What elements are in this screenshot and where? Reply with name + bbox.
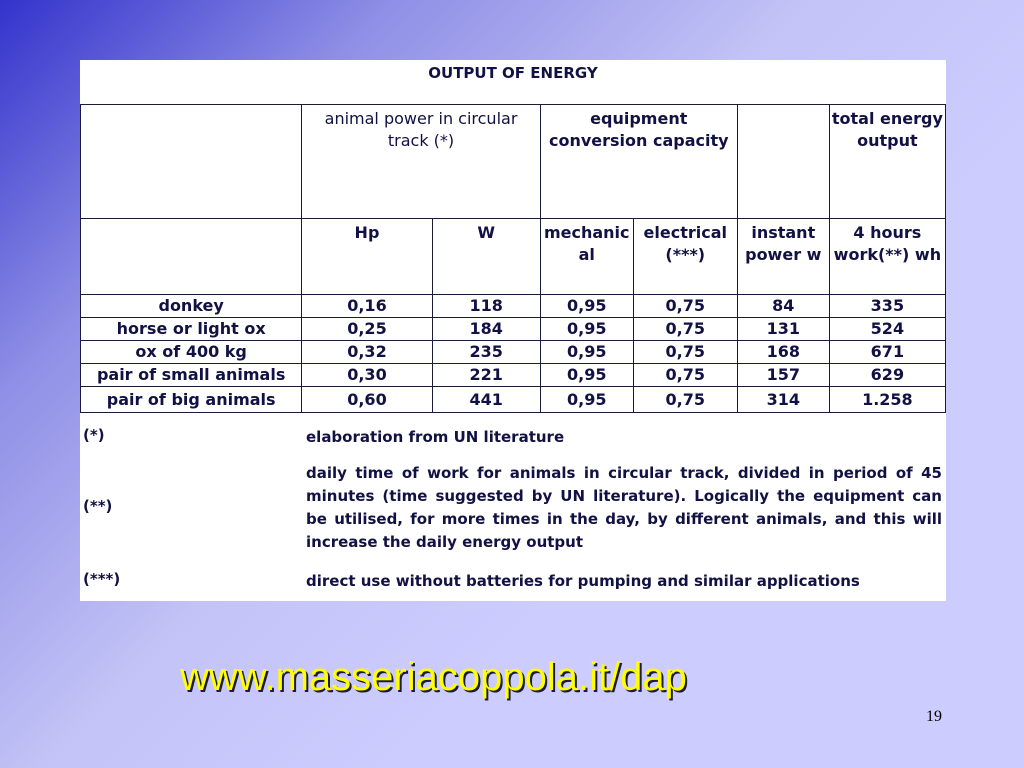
row-hp: 0,32 bbox=[302, 341, 432, 364]
row-w: 184 bbox=[432, 318, 540, 341]
table-row bbox=[81, 387, 946, 413]
subheader-empty-cell bbox=[81, 219, 302, 295]
row-hp: 0,25 bbox=[302, 318, 432, 341]
row-w: 221 bbox=[432, 364, 540, 387]
energy-table-panel bbox=[80, 60, 946, 601]
row-label: pair of small animals bbox=[81, 364, 302, 387]
row-w: 235 bbox=[432, 341, 540, 364]
header-equipment-conversion: equipment conversion capacity bbox=[540, 105, 737, 219]
footnote-text: direct use without batteries for pumping and similar applications bbox=[306, 572, 860, 590]
footnote-key: (***) bbox=[83, 570, 121, 588]
row-w: 118 bbox=[432, 295, 540, 318]
row-instant-power: 168 bbox=[737, 341, 829, 364]
subheader-hp: Hp bbox=[302, 219, 432, 295]
header-animal-power: animal power in circular track (*) bbox=[302, 105, 540, 219]
row-w: 441 bbox=[432, 387, 540, 413]
footnote-text: elaboration from UN literature bbox=[306, 428, 565, 446]
footnote-text: daily time of work for animals in circular track, divided in period of 45 minutes (time suggested by UN literature). Logically the equipment can be utilised, for more times in the day, by different animals, and this will increase the daily energy output bbox=[306, 464, 942, 551]
row-total: 629 bbox=[829, 364, 945, 387]
row-mechanical: 0,95 bbox=[540, 318, 633, 341]
row-instant-power: 314 bbox=[737, 387, 829, 413]
row-total: 1.258 bbox=[829, 387, 945, 413]
row-label: ox of 400 kg bbox=[81, 341, 302, 364]
row-electrical: 0,75 bbox=[633, 318, 737, 341]
row-mechanical: 0,95 bbox=[540, 364, 633, 387]
row-instant-power: 84 bbox=[737, 295, 829, 318]
header-empty-cell-2 bbox=[737, 105, 829, 219]
row-total: 524 bbox=[829, 318, 945, 341]
row-instant-power: 131 bbox=[737, 318, 829, 341]
row-label: pair of big animals bbox=[81, 387, 302, 413]
table-title: OUTPUT OF ENERGY bbox=[428, 64, 598, 82]
table-row bbox=[81, 318, 946, 341]
table-row bbox=[81, 364, 946, 387]
header-empty-cell bbox=[81, 105, 302, 219]
table-row bbox=[81, 295, 946, 318]
table-row bbox=[81, 341, 946, 364]
row-electrical: 0,75 bbox=[633, 295, 737, 318]
subheader-electrical: electrical (***) bbox=[633, 219, 737, 295]
subheader-four-hours: 4 hours work(**) wh bbox=[829, 219, 945, 295]
row-electrical: 0,75 bbox=[633, 387, 737, 413]
row-hp: 0,60 bbox=[302, 387, 432, 413]
row-total: 335 bbox=[829, 295, 945, 318]
header-total-energy: total energy output bbox=[829, 105, 945, 219]
row-label: horse or light ox bbox=[81, 318, 302, 341]
footnote-key: (*) bbox=[83, 426, 105, 444]
subheader-w: W bbox=[432, 219, 540, 295]
row-total: 671 bbox=[829, 341, 945, 364]
energy-output-table bbox=[80, 104, 946, 413]
row-instant-power: 157 bbox=[737, 364, 829, 387]
row-mechanical: 0,95 bbox=[540, 341, 633, 364]
table-header-row bbox=[81, 105, 946, 219]
website-url[interactable]: www.masseriacoppola.it/dap bbox=[180, 655, 687, 699]
subheader-mechanical: mechanic al bbox=[540, 219, 633, 295]
footnote-key: (**) bbox=[83, 497, 113, 515]
row-electrical: 0,75 bbox=[633, 364, 737, 387]
subheader-instant-power: instant power w bbox=[737, 219, 829, 295]
row-hp: 0,16 bbox=[302, 295, 432, 318]
row-mechanical: 0,95 bbox=[540, 295, 633, 318]
row-label: donkey bbox=[81, 295, 302, 318]
row-electrical: 0,75 bbox=[633, 341, 737, 364]
table-subheader-row bbox=[81, 219, 946, 295]
row-hp: 0,30 bbox=[302, 364, 432, 387]
row-mechanical: 0,95 bbox=[540, 387, 633, 413]
page-number: 19 bbox=[926, 708, 942, 725]
